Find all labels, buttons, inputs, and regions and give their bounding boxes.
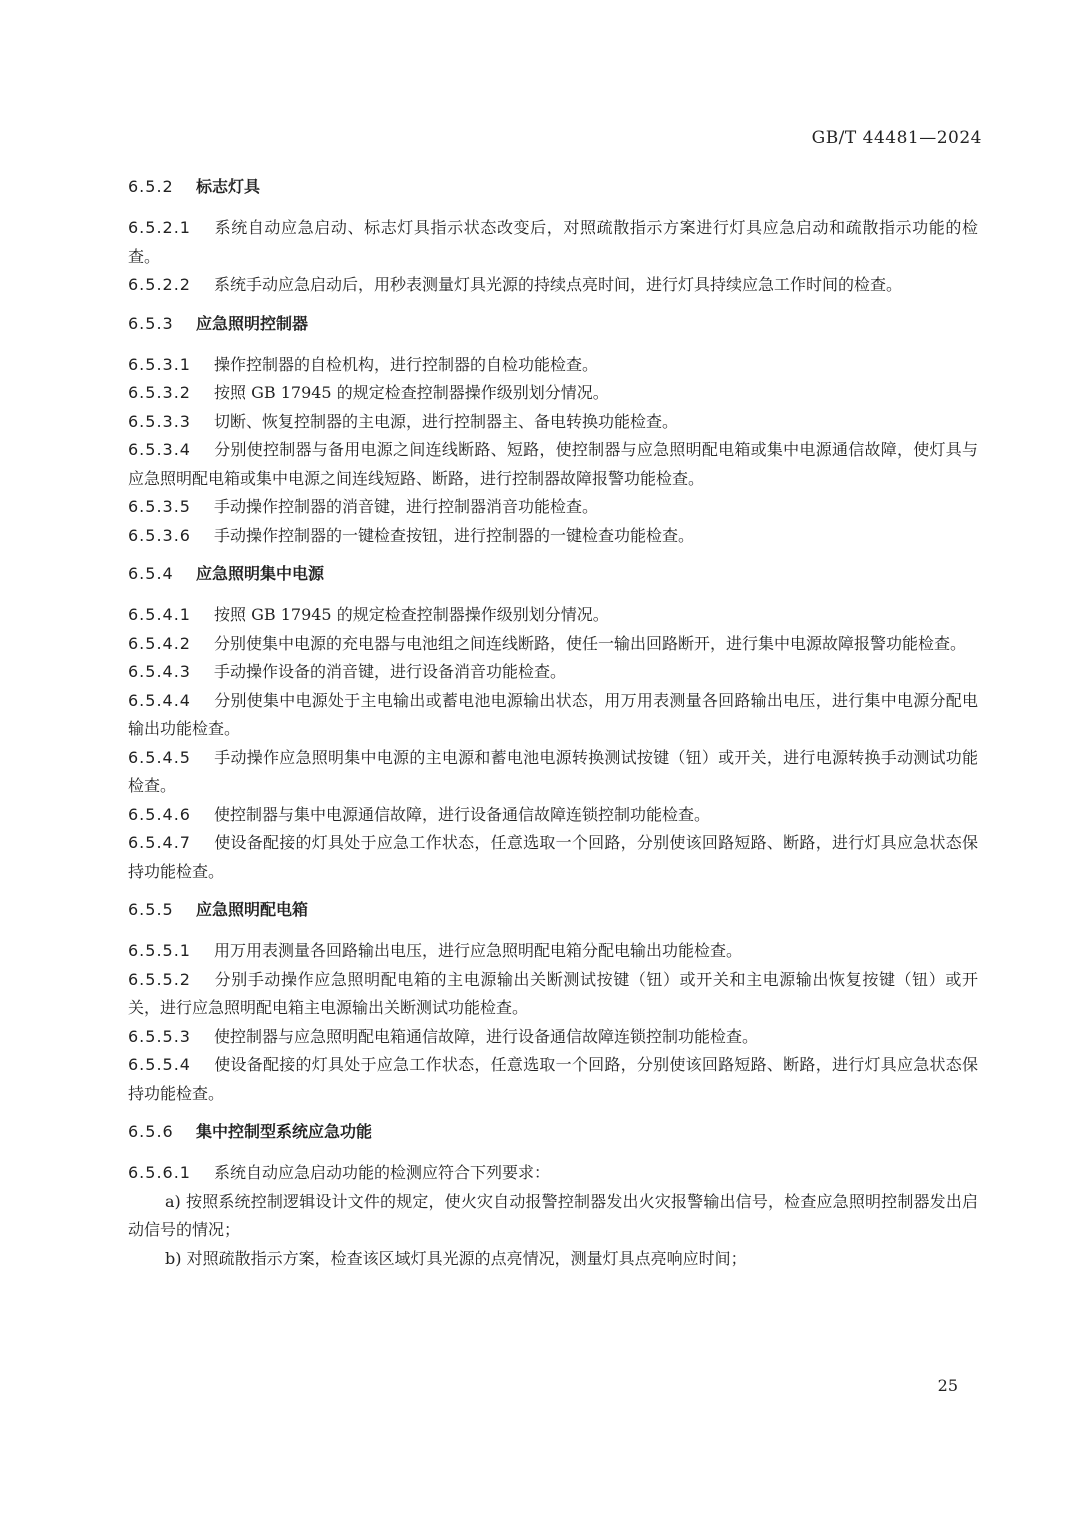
clause (128, 379, 978, 408)
clause-number: 6.5.2.2 (128, 275, 191, 294)
section-heading (128, 176, 978, 198)
clause (128, 1051, 978, 1108)
clause-number: 6.5.3.1 (128, 354, 191, 374)
clause (128, 1023, 978, 1052)
clause (128, 436, 978, 493)
section-title: 应急照明控制器 (196, 313, 309, 333)
standard-number: GB/T 44481—2024 (811, 128, 982, 148)
clause-number: 6.5.3.3 (128, 411, 191, 431)
clause-text: 手动操作设备的消音键，进行设备消音功能检查。 (214, 662, 567, 681)
clause-number: 6.5.4.6 (128, 804, 191, 824)
clause-number: 6.5.3.6 (128, 525, 191, 545)
clause-number: 6.5.5.4 (128, 1055, 191, 1074)
clause-text: 用万用表测量各回路输出电压，进行应急照明配电箱分配电输出功能检查。 (214, 941, 743, 960)
section-title: 标志灯具 (196, 177, 261, 196)
clause-text: 切断、恢复控制器的主电源，进行控制器主、备电转换功能检查。 (214, 411, 679, 431)
clause (128, 937, 978, 966)
clause-number: 6.5.3.5 (128, 497, 191, 516)
list-item: b) 对照疏散指示方案，检查该区域灯具光源的点亮情况，测量灯具点亮响应时间； (165, 1248, 747, 1268)
clause-text: 系统自动应急启动、标志灯具指示状态改变后，对照疏散指示方案进行灯具应急启动和疏散指示功能的检查。 (128, 218, 978, 266)
clause-text: 分别使集中电源处于主电输出或蓄电池电源输出状态，用万用表测量各回路输出电压，进行集中电源分配电输出功能检查。 (128, 690, 978, 738)
list-item: a) 按照系统控制逻辑设计文件的规定，使火灾自动报警控制器发出火灾报警输出信号，检查应急照明控制器发出启动信号的情况； (128, 1191, 978, 1239)
page-number: 25 (937, 1376, 958, 1395)
clause-number: 6.5.5.1 (128, 941, 191, 960)
section-number: 6.5.6 (128, 1122, 174, 1141)
clause-number: 6.5.6.1 (128, 1163, 191, 1182)
section-number: 6.5.4 (128, 564, 174, 583)
clause-number: 6.5.3.4 (128, 440, 191, 459)
section-number: 6.5.5 (128, 900, 174, 919)
clause (128, 658, 978, 687)
clause-number: 6.5.4.3 (128, 662, 191, 681)
clause-text: 使控制器与应急照明配电箱通信故障，进行设备通信故障连锁控制功能检查。 (214, 1026, 759, 1046)
clause-text: 分别使集中电源的充电器与电池组之间连线断路，使任一输出回路断开，进行集中电源故障报警功能检查。 (214, 633, 967, 653)
clause-number: 6.5.4.5 (128, 747, 191, 767)
clause-text: 使设备配接的灯具处于应急工作状态，任意选取一个回路，分别使该回路短路、断路，进行灯具应急状态保持功能检查。 (128, 1055, 978, 1103)
clause-number: 6.5.4.4 (128, 690, 191, 710)
clause (128, 829, 978, 886)
clause-text: 手动操作控制器的消音键，进行控制器消音功能检查。 (214, 497, 599, 516)
section-heading (128, 563, 978, 585)
clause (128, 966, 978, 1023)
clause-text: 手动操作控制器的一键检查按钮，进行控制器的一键检查功能检查。 (214, 525, 695, 545)
section-title: 应急照明集中电源 (196, 564, 325, 583)
section-title: 集中控制型系统应急功能 (196, 1122, 373, 1141)
clause-text: 按照 GB 17945 的规定检查控制器操作级别划分情况。 (214, 383, 609, 402)
clause-text: 手动操作应急照明集中电源的主电源和蓄电池电源转换测试按键（钮）或开关，进行电源转换手动测试功能检查。 (128, 747, 978, 795)
section-title: 应急照明配电箱 (196, 900, 309, 919)
clause (128, 271, 978, 300)
clause-number: 6.5.4.7 (128, 833, 191, 852)
clause-number: 6.5.3.2 (128, 383, 191, 402)
clause-text: 使控制器与集中电源通信故障，进行设备通信故障连锁控制功能检查。 (214, 804, 711, 824)
clause-text: 操作控制器的自检机构，进行控制器的自检功能检查。 (214, 354, 599, 374)
clause-text: 分别手动操作应急照明配电箱的主电源输出关断测试按键（钮）或开关和主电源输出恢复按键（钮）或开关，进行应急照明配电箱主电源输出关断测试功能检查。 (128, 969, 978, 1017)
clause (128, 744, 978, 801)
clause (128, 408, 978, 437)
section-heading (128, 313, 978, 335)
clause (128, 214, 978, 271)
clause-number: 6.5.4.2 (128, 633, 191, 653)
clause (128, 522, 978, 551)
clause (128, 601, 978, 630)
document-body (128, 176, 978, 1273)
clause-number: 6.5.5.2 (128, 969, 191, 989)
clause-text: 使设备配接的灯具处于应急工作状态，任意选取一个回路，分别使该回路短路、断路，进行灯具应急状态保持功能检查。 (128, 833, 978, 881)
clause-text: 按照 GB 17945 的规定检查控制器操作级别划分情况。 (214, 605, 609, 624)
clause (128, 351, 978, 380)
section-number: 6.5.3 (128, 313, 174, 333)
clause (128, 630, 978, 659)
clause (128, 687, 978, 744)
clause-text: 分别使控制器与备用电源之间连线断路、短路，使控制器与应急照明配电箱或集中电源通信故障，使灯具与应急照明配电箱或集中电源之间连线短路、断路，进行控制器故障报警功能检查。 (128, 440, 978, 488)
clause-number: 6.5.2.1 (128, 218, 191, 237)
section-heading (128, 1121, 978, 1143)
clause-number: 6.5.5.3 (128, 1026, 191, 1046)
clause-text: 系统手动应急启动后，用秒表测量灯具光源的持续点亮时间，进行灯具持续应急工作时间的检查。 (214, 275, 903, 294)
section-heading (128, 899, 978, 921)
clause (128, 1159, 978, 1188)
clause-text: 系统自动应急启动功能的检测应符合下列要求： (214, 1163, 551, 1182)
clause (128, 801, 978, 830)
section-number: 6.5.2 (128, 177, 174, 196)
clause (128, 493, 978, 522)
clause-number: 6.5.4.1 (128, 605, 191, 624)
